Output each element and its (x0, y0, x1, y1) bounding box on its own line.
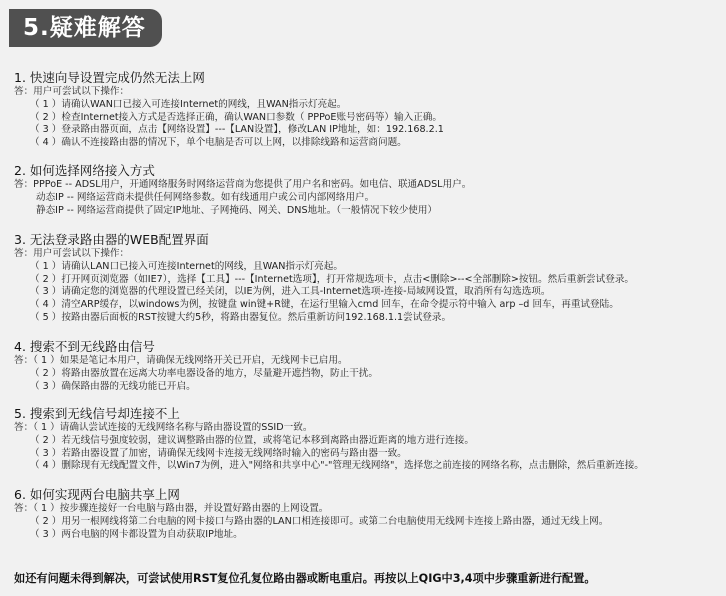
answer-line: （ 4 ）删除现有无线配置文件，以Win7为例，进入"网络和共享中心"-"管理无线网络"，选择您之前连接的网络名称，点击删除，然后重新连接。 (30, 460, 644, 472)
answer-line: （ 3 ）登录路由器页面，点击【网络设置】---【LAN设置】，修改LAN IP地址，如：192.168.2.1 (30, 124, 444, 136)
answer-line: （ 4 ）清空ARP缓存，以windows为例，按键盘 win键+R键，在运行里输入cmd 回车，在命令提示符中输入 arp –d 回车，再重试登陆。 (30, 299, 619, 311)
answer-line: 答：（ 1 ）按步骤连接好一台电脑与路由器，并设置好路由器的上网设置。 (14, 503, 329, 514)
answer-line: 动态IP -- 网络运营商未提供任何网络参数。如有线通用户或公司内部网络用户。 (36, 191, 375, 203)
answer-line: （ 2 ）若无线信号强度较弱，建议调整路由器的位置，或将笔记本移到离路由器近距离的地方进行连接。 (30, 434, 474, 446)
section-title: 4. 搜索不到无线路由信号 (14, 339, 155, 354)
answer-line: 答：用户可尝试以下操作： (14, 86, 130, 97)
answer-line: 答：（ 1 ）如果是笔记本用户，请确保无线网络开关已开启，无线网卡已启用。 (14, 355, 348, 366)
answer-line: （ 1 ）请确认WAN口已接入可连接Internet的网线，且WAN指示灯亮起。 (30, 98, 347, 110)
faq-section-3 (14, 232, 634, 325)
answer-line: （ 3 ）两台电脑的网卡都设置为自动获取IP地址。 (30, 528, 243, 540)
section-title: 2. 如何选择网络接入方式 (14, 163, 155, 178)
answer-line: （ 3 ）若路由器设置了加密，请确保无线网卡连接无线网络时输入的密码与路由器一致。 (30, 447, 407, 459)
section-title: 3. 无法登录路由器的WEB配置界面 (14, 232, 209, 247)
answer-line: 答：用户可尝试以下操作： (14, 248, 130, 259)
faq-section-1 (14, 70, 444, 150)
answer-line: （ 2 ）用另一根网线将第二台电脑的网卡接口与路由器的LAN口相连接即可。或第二台电脑使用无线网卡连接上路由器，通过无线上网。 (30, 515, 609, 527)
header-band (0, 0, 726, 56)
answer-line: （ 4 ）确认不连接路由器的情况下，单个电脑是否可以上网，以排除线路和运营商问题。 (30, 137, 407, 149)
section-title: 6. 如何实现两台电脑共享上网 (14, 487, 180, 502)
answer-line: 答：PPPoE -- ADSL用户，开通网络服务时网络运营商为您提供了用户名和密码。如电信、联通ADSL用户。 (14, 179, 472, 190)
answer-line: 答：（ 1 ）请确认尝试连接的无线网络名称与路由器设置的SSID一致。 (14, 422, 313, 433)
answer-line: （ 2 ）打开网页浏览器（如IE7），选择【工具】---【Internet选项】，打开常规选项卡，点击<删除>--<全部删除>按钮。然后重新尝试登录。 (30, 273, 635, 285)
answer-line: （ 3 ）确保路由器的无线功能已开启。 (30, 380, 196, 392)
answer-line: （ 1 ）请确认LAN口已接入可连接Internet的网线，且WAN指示灯亮起。 (30, 260, 343, 272)
answer-line: （ 2 ）检查Internet接入方式是否选择正确，确认WAN口参数（ PPPoE账号密码等）输入正确。 (30, 111, 442, 123)
faq-section-4 (14, 339, 378, 393)
answer-line: （ 2 ）将路由器放置在远离大功率电器设备的地方，尽量避开遮挡物，防止干扰。 (30, 367, 378, 379)
faq-section-2 (14, 163, 471, 217)
faq-section-6 (14, 487, 608, 541)
faq-section-5 (14, 406, 644, 473)
section-title: 1. 快速向导设置完成仍然无法上网 (14, 70, 205, 85)
answer-line: 静态IP -- 网络运营商提供了固定IP地址、子网掩码、网关、DNS地址。（一般情况下较少使用） (36, 204, 438, 216)
answer-line: （ 3 ）请确定您的浏览器的代理设置已经关闭，以IE为例，进入工具-Internet选项-连接-局域网设置，取消所有勾选选项。 (30, 286, 551, 298)
section-title: 5. 搜索到无线信号却连接不上 (14, 406, 180, 421)
answer-line: （ 5 ）按路由器后面板的RST按键大约5秒，将路由器复位。然后重新访问192.168.1.1尝试登录。 (30, 311, 452, 323)
page-title: 5.疑难解答 (9, 9, 162, 47)
footer-note: 如还有问题未得到解决，可尝试使用RST复位孔复位路由器或断电重启。再按以上QIG中3,4项中步骤重新进行配置。 (14, 572, 596, 585)
